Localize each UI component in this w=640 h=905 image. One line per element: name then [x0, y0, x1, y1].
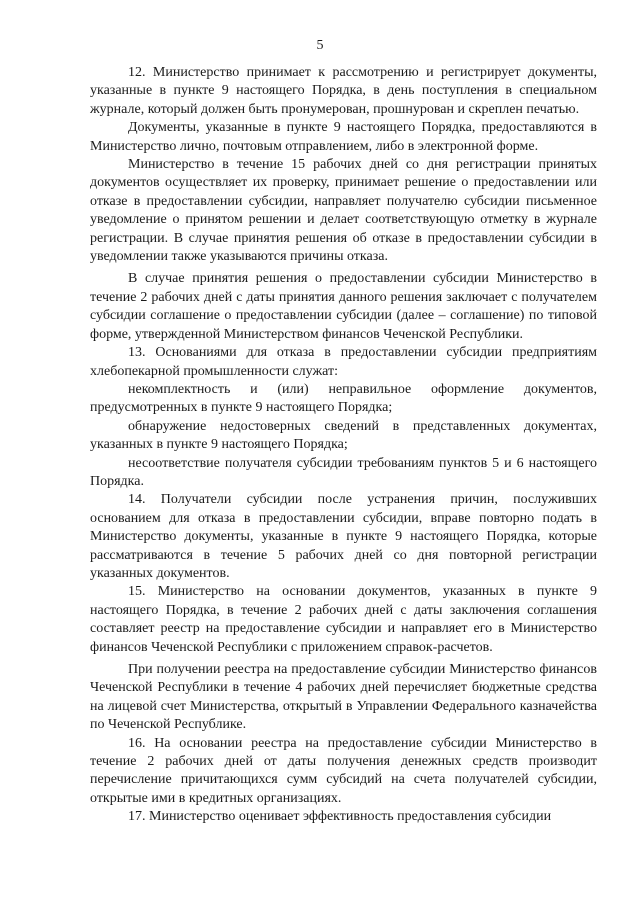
paragraph-12-intro: 12. Министерство принимает к рассмотрению и регистрирует документы, указанные в пункте 9 настоящего Порядка, в день поступления в специальном журнале, который должен быть пронумерован, прошнурован и скреплен печатью. — [90, 65, 597, 117]
paragraph-refusal-incomplete: некомплектность и (или) неправильное оформление документов, предусмотренных в пункте 9 настоящего Порядка; — [90, 381, 597, 416]
page-number: 5 — [316, 38, 324, 53]
paragraph-submission-methods: Документы, указанные в пункте 9 настоящего Порядка, предоставляются в Министерство лично, почтовым отправлением, либо в электронной форме. — [90, 120, 597, 154]
paragraph-14-resubmission: 14. Получатели субсидии после устранения причин, послуживших основанием для отказа в предоставлении субсидии, вправе повторно подать в Министерство документы, указанные в пункте 9 настоящего Порядка, которые рассматриваются в течение 5 рабочих дней со дня повторной регистрации указанных документов. — [90, 492, 597, 581]
paragraph-15-registry: 15. Министерство на основании документов, указанных в пункте 9 настоящего Порядка, в течение 2 рабочих дней с даты заключения соглашения составляет реестр на предоставление субсидии и направляет его в Министерство финансов Чеченской Республики с приложением справок-расчетов. — [90, 584, 597, 655]
paragraph-review-period: Министерство в течение 15 рабочих дней со дня регистрации принятых документов осуществляет их проверку, принимает решение о предоставлении или отказе в предоставлении субсидии, направляет получателю субсидии письменное уведомление о принятом решении и делает соответствующую отметку в журнале регистрации. В случае принятия решения об отказе в предоставлении субсидии в уведомлении также указываются причины отказа. — [90, 157, 597, 265]
paragraph-13-refusal-grounds: 13. Основаниями для отказа в предоставлении субсидии предприятиям хлебопекарной промышленности служат: — [90, 345, 597, 379]
paragraph-16-payment: 16. На основании реестра на предоставление субсидии Министерство в течение 2 рабочих дней от даты получения денежных средств производит перечисление причитающихся сумм субсидий на счета получателей субсидии, открытые ими в кредитных организациях. — [90, 735, 597, 806]
document-body — [90, 64, 597, 827]
paragraph-17-efficiency: 17. Министерство оценивает эффективность предоставления субсидии — [128, 809, 552, 825]
paragraph-finance-transfer: При получении реестра на предоставление субсидии Министерство финансов Чеченской Республики в течение 4 рабочих дней перечисляет бюджетные средства на лицевой счет Министерства, открытый в Управлении Федерального казначейства по Чеченской Республике. — [90, 662, 597, 733]
paragraph-refusal-false-info: обнаружение недостоверных сведений в представленных документах, указанных в пункте 9 настоящего Порядка; — [90, 418, 597, 453]
paragraph-refusal-noncompliance: несоответствие получателя субсидии требованиям пунктов 5 и 6 настоящего Порядка. — [90, 455, 597, 489]
paragraph-agreement: В случае принятия решения о предоставлении субсидии Министерство в течение 2 рабочих дней с даты принятия данного решения заключает с получателем субсидии соглашение о предоставлении субсидии (далее – соглашение) по типовой форме, утвержденной Министерством финансов Чеченской Республики. — [90, 271, 597, 342]
